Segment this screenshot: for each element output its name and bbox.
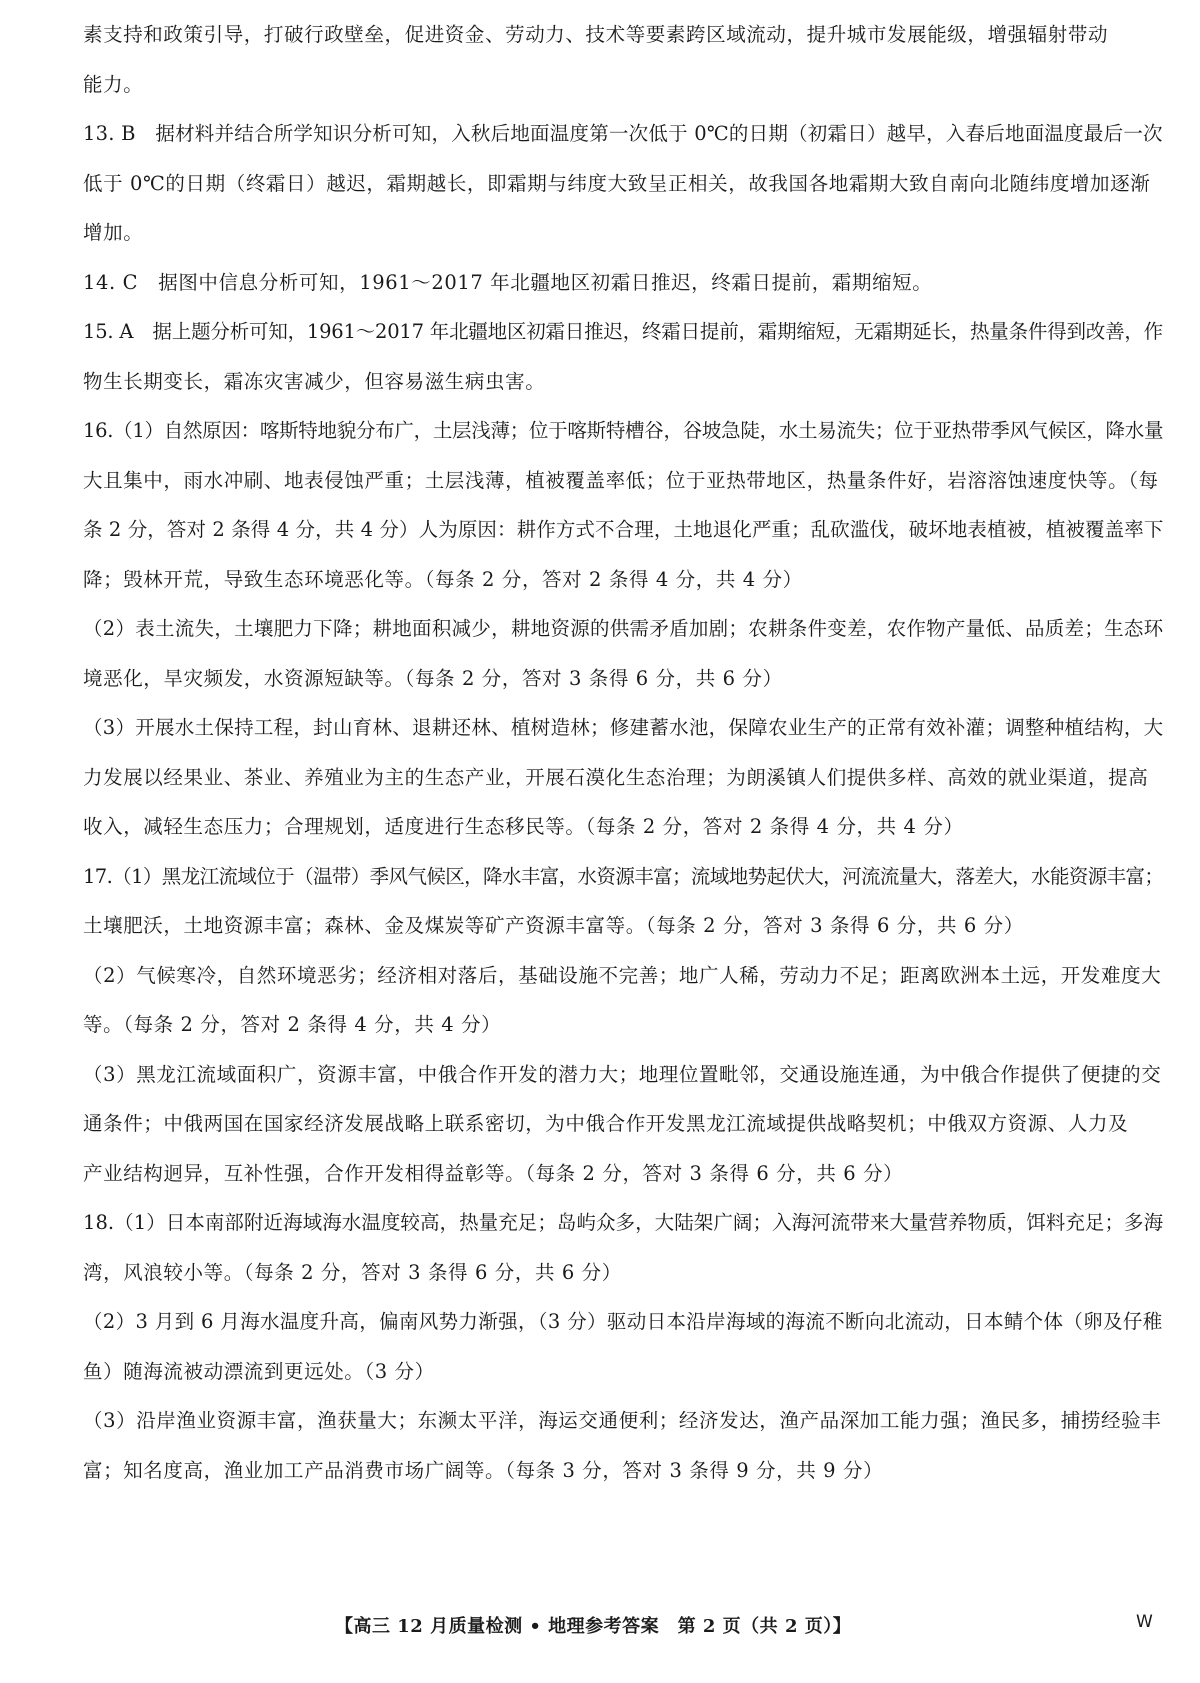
text-line: （2）3 月到 6 月海水温度升高，偏南风势力渐强，（3 分）驱动日本沿岸海域的海流不断向北流动，日本鲭个体（卵及仔稚: [83, 1310, 1163, 1333]
text-line: 18.（1）日本南部附近海域海水温度较高，热量充足；岛屿众多，大陆架广阔；入海河流带来大量营养物质，饵料充足；多海: [83, 1211, 1164, 1234]
text-line: 物生长期变长，霜冻灾害减少，但容易滋生病虫害。: [83, 369, 546, 393]
text-line: 13. B 据材料并结合所学知识分析可知，入秋后地面温度第一次低于 0℃的日期（初霜日）越早，入春后地面温度最后一次: [83, 122, 1163, 145]
text-line: 通条件；中俄两国在国家经济发展战略上联系密切，为中俄合作开发黑龙江流域提供战略契机；中俄双方资源、人力及: [83, 1112, 1129, 1135]
text-line: 降；毁林开荒，导致生态环境恶化等。（每条 2 分，答对 2 条得 4 分，共 4 分）: [83, 567, 803, 591]
text-line: （2）气候寒冷，自然环境恶劣；经济相对落后，基础设施不完善；地广人稀，劳动力不足；距离欧洲本土远，开发难度大: [83, 963, 1162, 987]
text-line: 土壤肥沃，土地资源丰富；森林、金及煤炭等矿产资源丰富等。（每条 2 分，答对 3 条得 6 分，共 6 分）: [83, 914, 1024, 937]
text-line: （3）黑龙江流域面积广，资源丰富，中俄合作开发的潜力大；地理位置毗邻，交通设施连通，为中俄合作提供了便捷的交: [83, 1062, 1162, 1086]
text-line: （3）开展水土保持工程，封山育林、退耕还林、植树造林；修建蓄水池，保障农业生产的正常有效补灌；调整种植结构，大: [83, 716, 1164, 739]
text-line: 产业结构迥异，互补性强，合作开发相得益彰等。（每条 2 分，答对 3 条得 6 分，共 6 分）: [83, 1161, 904, 1185]
text-line: 增加。: [83, 221, 144, 244]
text-line: 16.（1）自然原因：喀斯特地貌分布广，土层浅薄；位于喀斯特槽谷，谷坡急陡，水土易流失；位于亚热带季风气候区，降水量: [83, 419, 1164, 442]
text-line: （3）沿岸渔业资源丰富，渔获量大；东濒太平洋，海运交通便利；经济发达，渔产品深加工能力强；渔民多，捕捞经验丰: [83, 1409, 1162, 1432]
text-line: 力发展以经果业、茶业、养殖业为主的生态产业，开展石漠化生态治理；为朗溪镇人们提供多样、高效的就业渠道，提高: [83, 765, 1149, 789]
text-line: 能力。: [83, 72, 144, 96]
text-line: 14. C 据图中信息分析可知，1961～2017 年北疆地区初霜日推迟，终霜日提前，霜期缩短。: [83, 270, 933, 294]
text-line: 富；知名度高，渔业加工产品消费市场广阔等。（每条 3 分，答对 3 条得 9 分，共 9 分）: [83, 1458, 884, 1482]
text-line: 等。（每条 2 分，答对 2 条得 4 分，共 4 分）: [83, 1013, 502, 1036]
footer-title: 【高三 12 月质量检测 • 地理参考答案 第 2 页（共 2 页）】: [335, 1616, 852, 1637]
text-line: （2）表土流失，土壤肥力下降；耕地面积减少，耕地资源的供需矛盾加剧；农耕条件变差，农作物产量低、品质差；生态环: [83, 617, 1164, 640]
text-line: 大且集中，雨水冲刷、地表侵蚀严重；土层浅薄，植被覆盖率低；位于亚热带地区，热量条件好，岩溶溶蚀速度快等。（每: [83, 468, 1159, 492]
footer-version-mark: W: [1136, 1612, 1153, 1632]
page-footer: [0, 1612, 1200, 1652]
text-line: 湾，风浪较小等。（每条 2 分，答对 3 条得 6 分，共 6 分）: [83, 1260, 622, 1284]
text-line: 17.（1）黑龙江流域位于（温带）季风气候区，降水丰富，水资源丰富；流域地势起伏大，河流流量大，落差大，水能资源丰富；: [83, 864, 1164, 888]
text-line: 收入，减轻生态压力；合理规划，适度进行生态移民等。（每条 2 分，答对 2 条得 4 分，共 4 分）: [83, 815, 964, 838]
text-line: 15. A 据上题分析可知，1961～2017 年北疆地区初霜日推迟，终霜日提前，霜期缩短，无霜期延长，热量条件得到改善，作: [83, 320, 1163, 343]
text-line: 境恶化，旱灾频发，水资源短缺等。（每条 2 分，答对 3 条得 6 分，共 6 分）: [83, 666, 783, 690]
text-line: 素支持和政策引导，打破行政壁垒，促进资金、劳动力、技术等要素跨区域流动，提升城市发展能级，增强辐射带动: [83, 23, 1109, 46]
text-line: 低于 0℃的日期（终霜日）越迟，霜期越长，即霜期与纬度大致呈正相关，故我国各地霜期大致自南向北随纬度增加逐渐: [83, 171, 1151, 195]
answer-content: [83, 10, 1163, 1495]
text-line: 条 2 分，答对 2 条得 4 分，共 4 分）人为原因：耕作方式不合理，土地退化严重；乱砍滥伐，破坏地表植被，植被覆盖率下: [83, 518, 1164, 541]
text-line: 鱼）随海流被动漂流到更远处。（3 分）: [83, 1359, 435, 1383]
